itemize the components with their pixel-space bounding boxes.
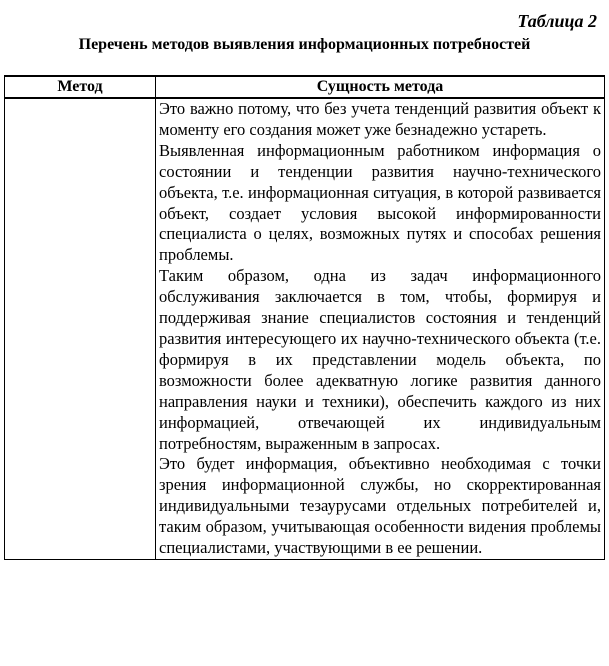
header-essence: Сущность метода: [156, 76, 605, 98]
table-title: Перечень методов выявления информационных потребностей: [78, 36, 531, 53]
essence-paragraph-3: Таким образом, одна из задач информационного обслуживания заключается в том, чтобы, формируя и поддерживая знание специалистов состояния и тенденций развития интересующего их научно-технического объекта (т.е. формируя в их представлении модель объекта, по возможности более адекватную логике развития данного направления науки и техники), обеспечить каждого из них информацией, отвечающей их индивидуальным потребностям, выраженным в запросах.: [159, 266, 601, 453]
table-header-row: [5, 76, 605, 98]
header-method: Метод: [5, 76, 156, 98]
table-row: [5, 98, 605, 559]
essence-paragraph-1: Это важно потому, что без учета тенденций развития объект к моменту его создания может уже безнадежно устареть.: [159, 99, 601, 139]
method-cell: [5, 98, 156, 559]
essence-cell: [156, 98, 605, 559]
methods-table: [4, 75, 605, 560]
essence-paragraph-2: Выявленная информационным работником информация о состоянии и тенденции развития научно-технического объекта, т.е. информационная ситуация, в которой развивается объект, создает условия высокой информированности специалиста о целях, возможных путях и способах решения проблемы.: [159, 140, 601, 265]
essence-paragraph-4: Это будет информация, объективно необходимая с точки зрения информационной службы, но скорректированная индивидуальными тезаурусами отдельных потребителей и, таким образом, учитывающая особенности видения проблемы специалистами, участвующими в ее решении.: [159, 454, 601, 558]
table-caption: Таблица 2: [517, 11, 597, 31]
